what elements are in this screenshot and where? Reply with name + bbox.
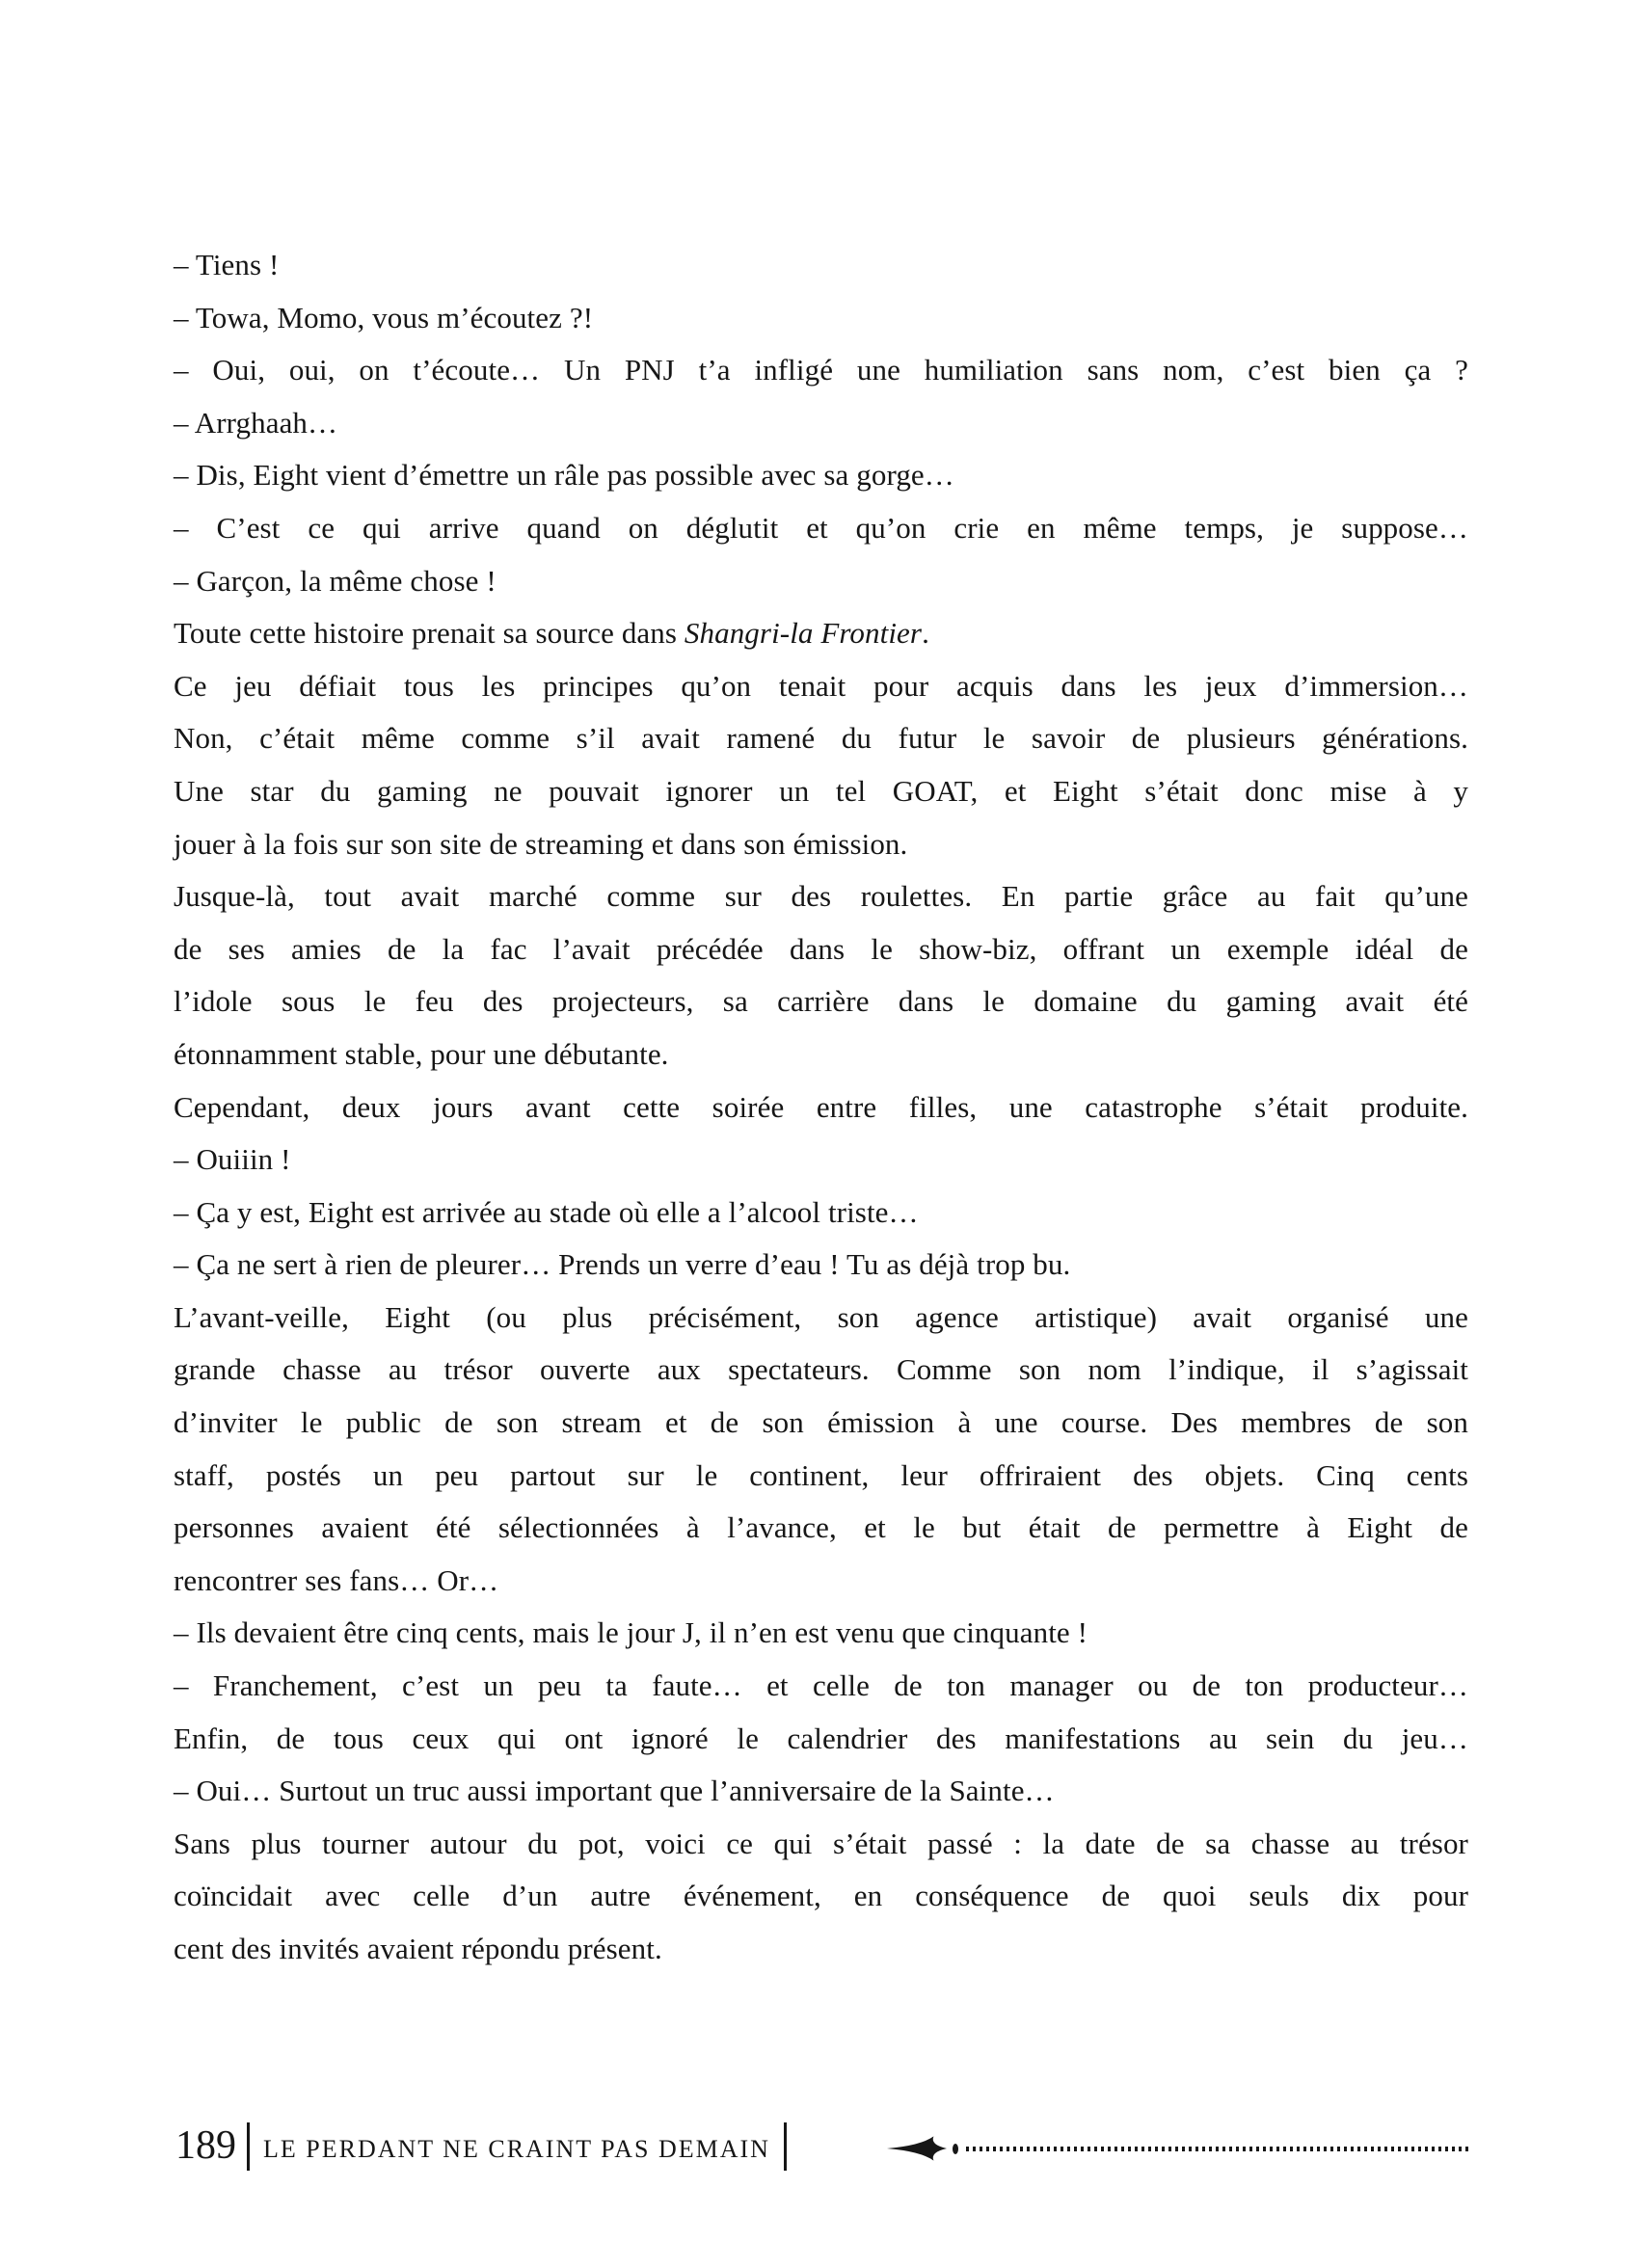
text-segment: grande chasse au trésor ouverte aux spectateurs. Comme son nom l’indique, il s’agissait	[174, 1352, 1468, 1387]
text-segment: Jusque-là, tout avait marché comme sur des roulettes. En partie grâce au fait qu’une	[174, 879, 1468, 914]
text-segment: Toute cette histoire prenait sa source dans	[174, 616, 685, 651]
text-line	[174, 344, 1468, 397]
text-line	[174, 607, 1468, 660]
text-segment: Non, c’était même comme s’il avait ramené du futur le savoir de plusieurs générations.	[174, 721, 1468, 756]
text-line	[174, 975, 1468, 1028]
text-line	[174, 502, 1468, 555]
text-line	[174, 1081, 1468, 1134]
text-segment: l’idole sous le feu des projecteurs, sa carrière dans le domaine du gaming avait été	[174, 984, 1468, 1019]
text-line	[174, 1292, 1468, 1345]
text-line	[174, 449, 1468, 502]
text-segment: – Ils devaient être cinq cents, mais le jour J, il n’en est venu que cinquante !	[174, 1615, 1088, 1650]
text-segment: – Ça ne sert à rien de pleurer… Prends un verre d’eau ! Tu as déjà trop bu.	[174, 1247, 1071, 1282]
text-segment: – Ça y est, Eight est arrivée au stade où elle a l’alcool triste…	[174, 1194, 919, 1229]
text-segment: rencontrer ses fans… Or…	[174, 1562, 499, 1597]
arrow-left-ornament-icon	[887, 2136, 947, 2161]
text-segment: Enfin, de tous ceux qui ont ignoré le calendrier des manifestations au sein du jeu…	[174, 1721, 1468, 1755]
text-segment: – Dis, Eight vient d’émettre un râle pas possible avec sa gorge…	[174, 458, 954, 493]
text-line	[174, 397, 1468, 450]
text-segment: cent des invités avaient répondu présent.	[174, 1932, 662, 1965]
text-line	[174, 1028, 1468, 1081]
text-line	[174, 765, 1468, 818]
text-line	[174, 923, 1468, 976]
dotted-rule	[966, 2147, 1468, 2151]
text-line	[174, 712, 1468, 765]
text-line	[174, 870, 1468, 923]
page-number: 189	[175, 2123, 236, 2168]
text-segment: – Towa, Momo, vous m’écoutez ?!	[174, 300, 594, 334]
text-line	[174, 1607, 1468, 1660]
ornament-dot	[953, 2144, 958, 2154]
text-line	[174, 1818, 1468, 1871]
text-segment: Sans plus tourner autour du pot, voici ce qui s’était passé : la date de sa chasse au trésor	[174, 1826, 1468, 1860]
text-segment: – Oui… Surtout un truc aussi important que l’anniversaire de la Sainte…	[174, 1774, 1055, 1808]
text-segment: coïncidait avec celle d’un autre événement, en conséquence de quoi seuls dix pour	[174, 1879, 1468, 1913]
text-line	[174, 555, 1468, 608]
text-segment: Ce jeu défiait tous les principes qu’on tenait pour acquis dans les jeux d’immersion…	[174, 668, 1468, 703]
text-line	[174, 1870, 1468, 1923]
text-segment: d’inviter le public de son stream et de son émission à une course. Des membres de son	[174, 1405, 1468, 1440]
running-title: LE PERDANT NE CRAINT PAS DEMAIN	[263, 2135, 770, 2163]
text-segment: – Ouiiin !	[174, 1142, 291, 1177]
text-segment: personnes avaient été sélectionnées à l’avance, et le but était de permettre à Eight de	[174, 1510, 1468, 1545]
text-line	[174, 1713, 1468, 1766]
text-segment: L’avant-veille, Eight (ou plus précisément, son agence artistique) avait organisé une	[174, 1299, 1468, 1334]
text-line	[174, 1502, 1468, 1555]
footer-folio-group	[175, 2122, 787, 2171]
text-segment: – C’est ce qui arrive quand on déglutit et qu’on crie en même temps, je suppose…	[174, 510, 1468, 545]
footer-divider-bar	[784, 2122, 787, 2171]
text-segment: Cependant, deux jours avant cette soirée entre filles, une catastrophe s’était produite.	[174, 1089, 1468, 1124]
text-line	[174, 1923, 1468, 1976]
text-segment: étonnamment stable, pour une débutante.	[174, 1036, 669, 1071]
text-segment: – Garçon, la même chose !	[174, 563, 497, 598]
body-text	[174, 239, 1468, 1976]
footer-ornament	[887, 2129, 1468, 2168]
text-segment: jouer à la fois sur son site de streaming et dans son émission.	[174, 826, 908, 861]
text-line	[174, 818, 1468, 871]
text-segment: – Tiens !	[174, 248, 280, 281]
text-line	[174, 239, 1468, 292]
text-line	[174, 1134, 1468, 1187]
text-segment: – Oui, oui, on t’écoute… Un PNJ t’a infligé une humiliation sans nom, c’est bien ça ?	[174, 353, 1468, 387]
text-line	[174, 1344, 1468, 1397]
text-line	[174, 1187, 1468, 1240]
text-segment: .	[922, 616, 929, 651]
text-line	[174, 292, 1468, 345]
text-segment: – Arrghaah…	[174, 405, 338, 440]
text-segment: staff, postés un peu partout sur le continent, leur offriraient des objets. Cinq cents	[174, 1457, 1468, 1492]
text-segment: Une star du gaming ne pouvait ignorer un tel GOAT, et Eight s’était donc mise à y	[174, 773, 1468, 808]
text-line	[174, 1555, 1468, 1608]
text-segment: de ses amies de la fac l’avait précédée dans le show-biz, offrant un exemple idéal de	[174, 931, 1468, 966]
text-line	[174, 1450, 1468, 1503]
work-title-italic: Shangri-la Frontier	[684, 616, 923, 651]
text-line	[174, 1239, 1468, 1292]
text-line	[174, 660, 1468, 713]
text-line	[174, 1660, 1468, 1713]
text-line	[174, 1765, 1468, 1818]
text-line	[174, 1397, 1468, 1450]
footer-divider-bar	[247, 2122, 250, 2171]
text-segment: – Franchement, c’est un peu ta faute… et celle de ton manager ou de ton producteur…	[174, 1668, 1468, 1703]
